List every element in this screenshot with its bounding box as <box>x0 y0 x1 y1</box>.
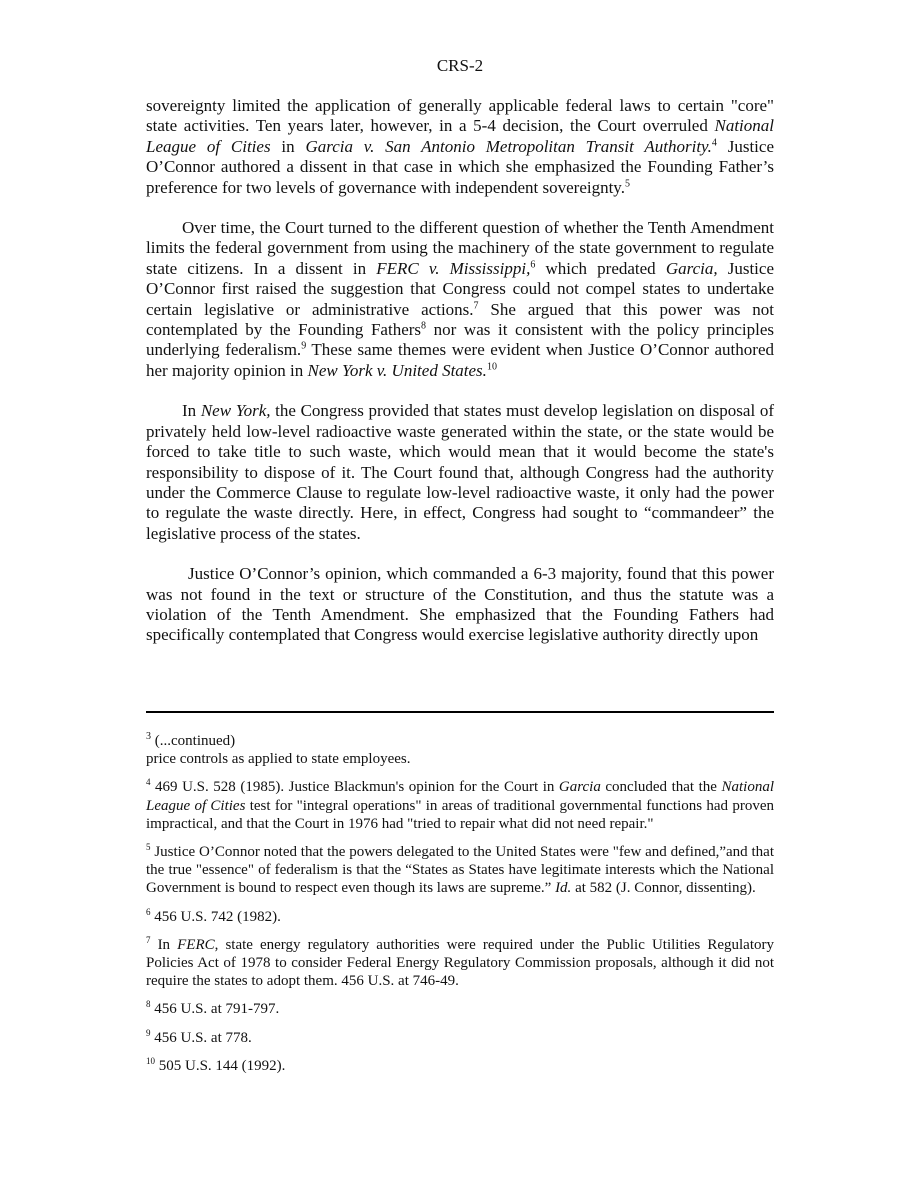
footnote-ref-5[interactable]: 5 <box>624 177 630 189</box>
footnote-ref-9[interactable]: 9 <box>301 340 307 352</box>
footnote-3-continuation: price controls as applied to state employees. <box>146 751 411 768</box>
body-text <box>146 96 774 666</box>
footnote-ref-6[interactable]: 6 <box>530 259 536 271</box>
footnote-6: $^6$ 456 U.S. 742 (1982). <box>146 906 281 925</box>
paragraph-1: sovereignty limited the application of generally applicable federal laws to certain "core" state activities. Ten years later, however, in a 5-4 decision, the Court overruled National League of Cities in Garcia v. San Antonio Metropolitan Transit Authority.$^4$ Justice O’Connor authored a dissent in that case in which she emphasized the Founding Father’s preference for two levels of governance with independent sovereignty.$^5$ <box>146 96 774 197</box>
footnote-8: $^8$ 456 U.S. at 791-797. <box>146 999 280 1018</box>
paragraph-3: In New York, the Congress provided that states must develop legislation on disposal of privately held low-level radioactive waste generated within the state, or the state would be forced to take title to such waste, which would mean that it would become the state's responsibility to dispose of it. The Court found that, although Congress had the authority under the Commerce Clause to regulate low-level radioactive waste, it only had the power to regulate the waste directly. Here, in effect, Congress had sought to “commandeer” the legislative process of the states. <box>146 401 774 543</box>
footnote-4: $^4$ 469 U.S. 528 (1985). Justice Blackmun's opinion for the Court in Garcia concluded that the National League of Cities test for "integral operations" in areas of traditional governmental functions had proven impractical, and that the Court in 1976 had "tried to repair what did not need repair." <box>146 777 775 832</box>
footnote-10: $^{10}$ 505 U.S. 144 (1992). <box>146 1055 286 1074</box>
footnote-5: $^5$ Justice O’Connor noted that the powers delegated to the United States were "few and defined,”and that the true "essence" of federalism is that the “States as States have legitimate interests which the National Government is bound to respect even though its laws are supreme.” Id. at 582 (J. Connor, dissenting). <box>146 842 774 897</box>
footnote-9: $^9$ 456 U.S. at 778. <box>146 1027 252 1046</box>
footnotes <box>146 732 774 1085</box>
footnote-3: $^3$ (...continued) <box>146 731 236 749</box>
paragraph-4: Justice O’Connor’s opinion, which commanded a 6-3 majority, found that this power was not found in the text or structure of the Constitution, and thus the statute was a violation of the Tenth Amendment. She emphasized that the Founding Fathers had specifically contemplated that Congress would exercise legislative authority directly upon <box>146 564 774 645</box>
footnote-ref-8[interactable]: 8 <box>421 320 427 332</box>
footnote-divider <box>146 711 774 713</box>
page-header: CRS-2 <box>436 56 484 75</box>
footnote-ref-7[interactable]: 7 <box>473 300 479 311</box>
footnote-ref-4[interactable]: 4 <box>711 137 717 149</box>
paragraph-2: Over time, the Court turned to the different question of whether the Tenth Amendment limits the federal government from using the machinery of the state government to regulate state citizens. In a dissent in FERC v. Mississippi,$^6$ which predated Garcia, Justice O’Connor first raised the suggestion that Congress could not compel states to undertake certain legislative or administrative actions.$^7$ She argued that this power was not contemplated by the Founding Fathers$^8$ nor was it consistent with the policy principles underlying federalism.$^9$ These same themes were evident when Justice O’Connor authored her majority opinion in New York v. United States.$^{10}$ <box>146 218 774 380</box>
footnote-7: $^7$ In FERC, state energy regulatory authorities were required under the Public Utilities Regulatory Policies Act of 1978 to consider Federal Energy Regulatory Commission proposals, although it did not require the states to adopt them. 456 U.S. at 746-49. <box>146 934 774 990</box>
footnote-ref-10[interactable]: 10 <box>486 361 497 373</box>
